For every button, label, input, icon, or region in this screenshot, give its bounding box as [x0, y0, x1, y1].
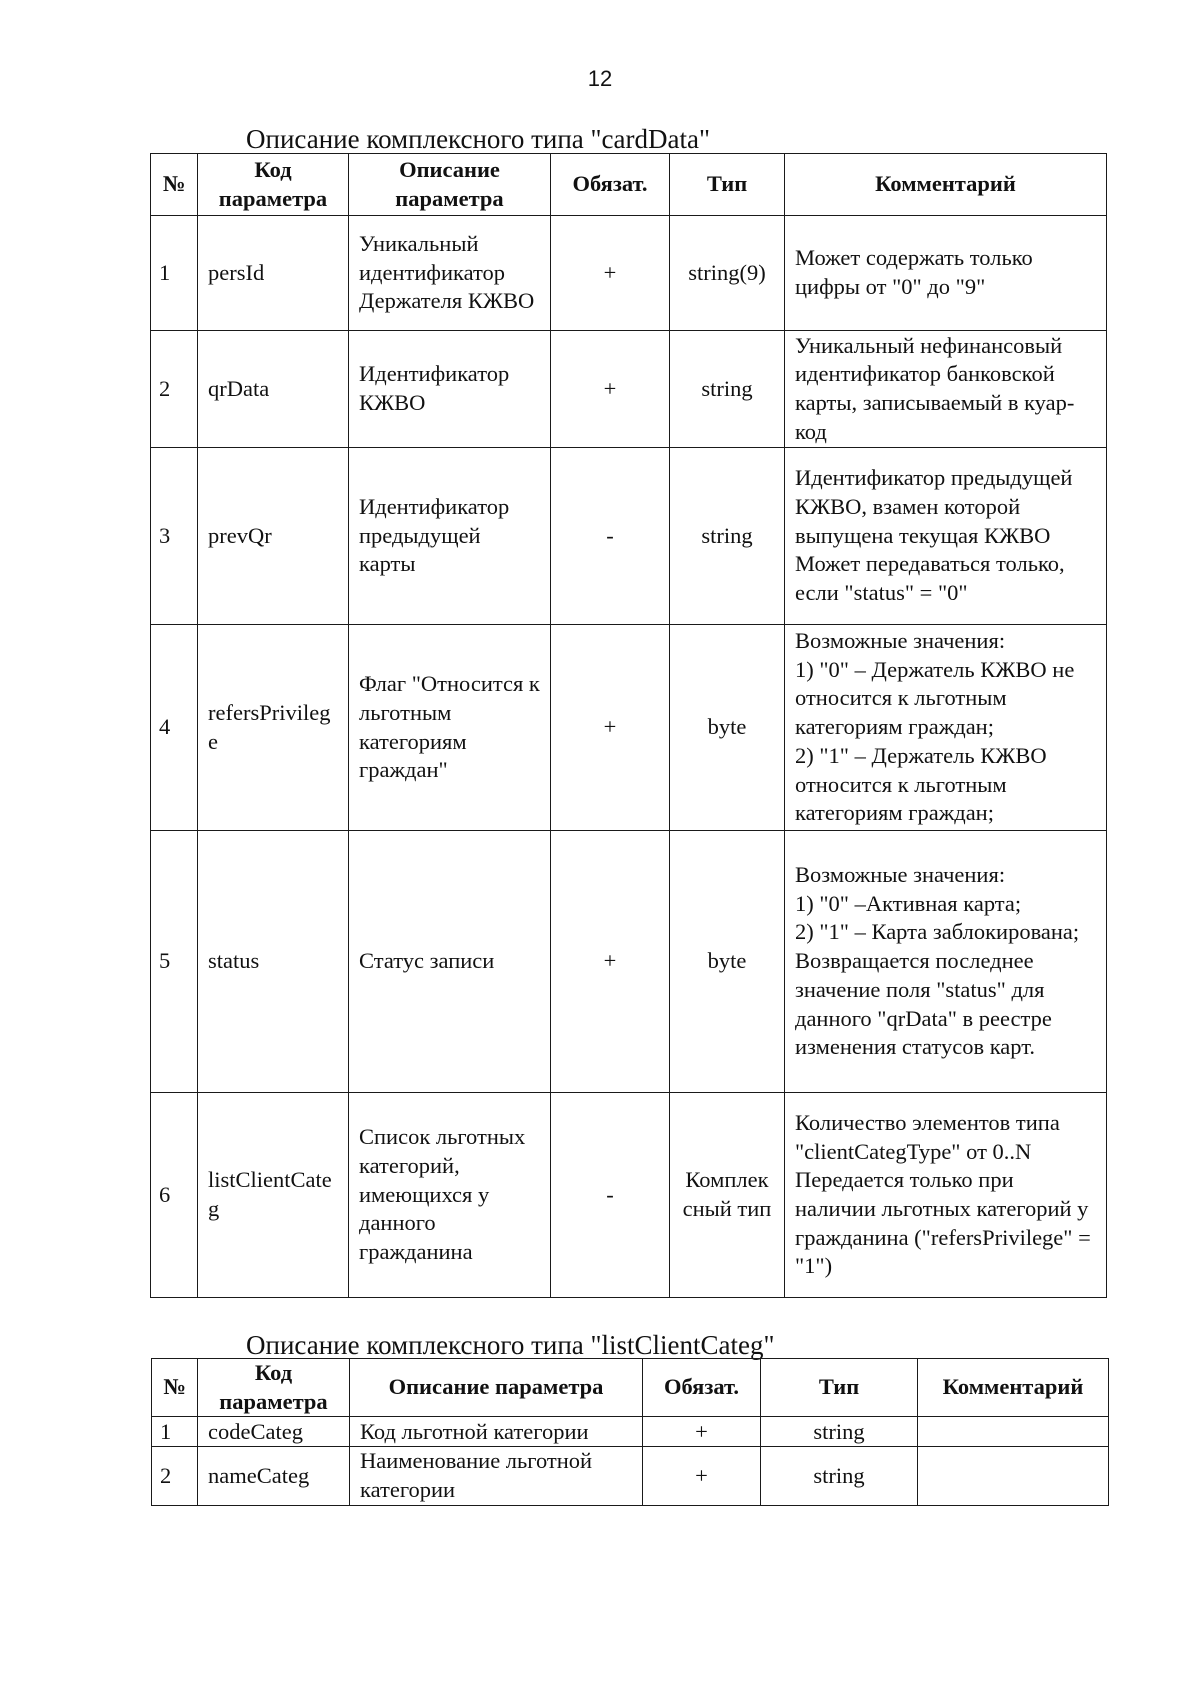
- table1-header-row: [151, 154, 1107, 216]
- table2-caption: Описание комплексного типа "listClientCateg": [246, 1330, 775, 1360]
- row-number: 1: [151, 216, 198, 331]
- param-required: +: [551, 625, 670, 831]
- param-code: prevQr: [198, 448, 349, 625]
- param-description: Идентификатор КЖВО: [349, 331, 551, 448]
- param-type: string(9): [670, 216, 785, 331]
- param-comment: Количество элементов типа "clientCategType" от 0..N Передается только при наличии льготных категорий у гражданина ("refersPrivilege" = "1"): [785, 1093, 1107, 1298]
- param-type: string: [670, 448, 785, 625]
- header-type: Тип: [761, 1359, 918, 1417]
- header-number: №: [152, 1359, 198, 1417]
- table-row: [152, 1447, 1109, 1505]
- card-data-table: [150, 153, 1107, 1298]
- table-row: [152, 1417, 1109, 1447]
- header-code: Код параметра: [198, 1359, 350, 1417]
- header-code: Код параметра: [198, 154, 349, 216]
- param-description: Уникальный идентификатор Держателя КЖВО: [349, 216, 551, 331]
- param-comment: Может содержать только цифры от "0" до "9": [785, 216, 1107, 331]
- header-comment: Комментарий: [918, 1359, 1109, 1417]
- param-code: listClientCateg: [198, 1093, 349, 1298]
- row-number: 2: [151, 331, 198, 448]
- param-comment: [918, 1447, 1109, 1505]
- param-type: byte: [670, 625, 785, 831]
- param-required: -: [551, 1093, 670, 1298]
- param-description: Наименование льготной категории: [350, 1447, 643, 1505]
- row-number: 6: [151, 1093, 198, 1298]
- param-comment: Возможные значения: 1) "0" – Держатель КЖВО не относится к льготным категориям граждан; 2) "1" – Держатель КЖВО относится к льготным категориям граждан;: [785, 625, 1107, 831]
- param-required: +: [551, 216, 670, 331]
- header-description: Описание параметра: [350, 1359, 643, 1417]
- param-description: Флаг "Относится к льготным категориям граждан": [349, 625, 551, 831]
- row-number: 5: [151, 831, 198, 1093]
- row-number: 1: [152, 1417, 198, 1447]
- table-row: [151, 331, 1107, 448]
- table2-header-row: [152, 1359, 1109, 1417]
- page-number: 12: [587, 66, 613, 91]
- param-type: byte: [670, 831, 785, 1093]
- param-type: string: [761, 1417, 918, 1447]
- param-description: Статус записи: [349, 831, 551, 1093]
- param-required: +: [551, 831, 670, 1093]
- param-required: +: [551, 331, 670, 448]
- header-comment: Комментарий: [785, 154, 1107, 216]
- row-number: 2: [152, 1447, 198, 1505]
- table-row: [151, 625, 1107, 831]
- param-comment: Уникальный нефинансовый идентификатор банковской карты, записываемый в куар-код: [785, 331, 1107, 448]
- param-comment: Возможные значения: 1) "0" –Активная карта; 2) "1" – Карта заблокирована; Возвращается последнее значение поля "status" для данного "qrData" в реестре изменения статусов карт.: [785, 831, 1107, 1093]
- header-required: Обязат.: [643, 1359, 761, 1417]
- param-comment: [918, 1417, 1109, 1447]
- param-code: nameCateg: [198, 1447, 350, 1505]
- param-description: Идентификатор предыдущей карты: [349, 448, 551, 625]
- param-required: +: [643, 1447, 761, 1505]
- header-description: Описание параметра: [349, 154, 551, 216]
- header-type: Тип: [670, 154, 785, 216]
- param-comment: Идентификатор предыдущей КЖВО, взамен которой выпущена текущая КЖВО Может передаваться только, если "status" = "0": [785, 448, 1107, 625]
- param-description: Код льготной категории: [350, 1417, 643, 1447]
- table1-caption: Описание комплексного типа "cardData": [246, 124, 710, 154]
- param-code: qrData: [198, 331, 349, 448]
- param-description: Список льготных категорий, имеющихся у данного гражданина: [349, 1093, 551, 1298]
- param-required: -: [551, 448, 670, 625]
- param-type: Комплексный тип: [670, 1093, 785, 1298]
- param-type: string: [761, 1447, 918, 1505]
- table-row: [151, 831, 1107, 1093]
- param-code: status: [198, 831, 349, 1093]
- param-code: persId: [198, 216, 349, 331]
- header-required: Обязат.: [551, 154, 670, 216]
- row-number: 3: [151, 448, 198, 625]
- table-row: [151, 448, 1107, 625]
- param-type: string: [670, 331, 785, 448]
- header-number: №: [151, 154, 198, 216]
- param-code: refersPrivilege: [198, 625, 349, 831]
- param-required: +: [643, 1417, 761, 1447]
- table-row: [151, 1093, 1107, 1298]
- list-client-categ-table: [151, 1358, 1109, 1506]
- row-number: 4: [151, 625, 198, 831]
- param-code: codeCateg: [198, 1417, 350, 1447]
- table-row: [151, 216, 1107, 331]
